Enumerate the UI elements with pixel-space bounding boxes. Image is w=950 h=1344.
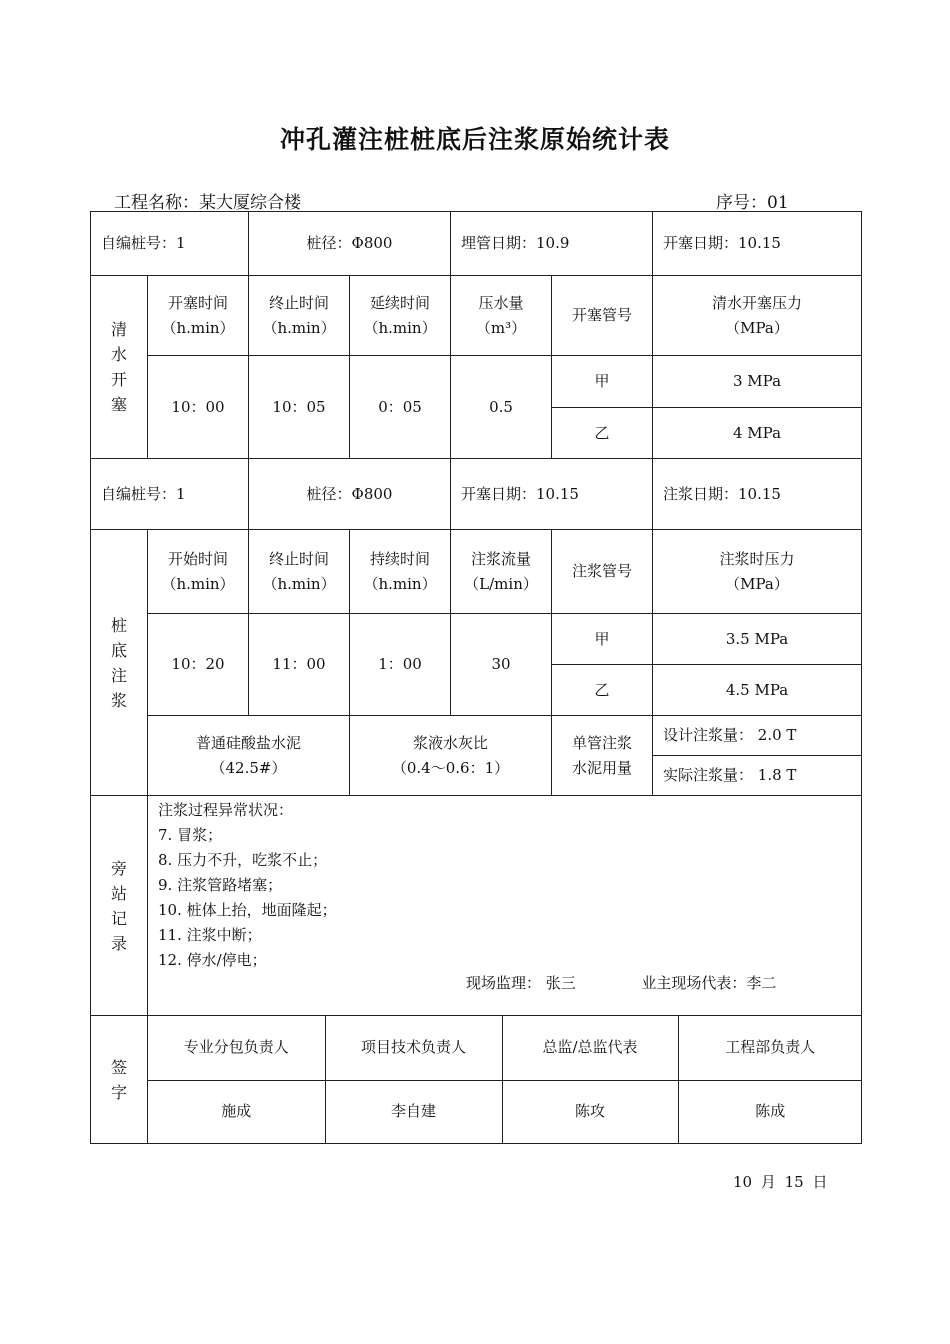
- s1-header-start: 开塞时间 （h.min）: [148, 276, 249, 356]
- s2-pipe-a: 甲: [552, 614, 653, 665]
- signer-name: 李自建: [325, 1080, 502, 1143]
- s1-header-pressure: 清水开塞压力 （MPa）: [653, 276, 862, 356]
- s2-header-pressure: 注浆时压力 （MPa）: [653, 530, 862, 614]
- s2-pipe-b: 乙: [552, 665, 653, 716]
- note-item: 12. 停水/停电；: [158, 951, 267, 969]
- s1-start-time: 10：00: [148, 356, 249, 459]
- s4-section-label: 签 字: [91, 1016, 148, 1144]
- s1-duration: 0：05: [350, 356, 451, 459]
- water-cement-ratio: 浆液水灰比 （0.4～0.6：1）: [350, 716, 552, 796]
- s2-open-date: 开塞日期：10.15: [451, 459, 653, 530]
- s1-pipe-b: 乙: [552, 408, 653, 459]
- note-item: 9. 注浆管路堵塞；: [158, 876, 283, 894]
- s1-water-volume: 0.5: [451, 356, 552, 459]
- s2-header-duration: 持续时间 （h.min）: [350, 530, 451, 614]
- cement-type: 普通硅酸盐水泥 （42.5#）: [148, 716, 350, 796]
- s2-pressure-a: 3.5 MPa: [653, 614, 862, 665]
- page-title: 冲孔灌注桩桩底后注浆原始统计表: [279, 125, 670, 154]
- footer-date: 10 月 15 日: [733, 1173, 828, 1191]
- record-table: [90, 211, 862, 1144]
- signer-name: 施成: [148, 1080, 325, 1143]
- signer-name: 陈攻: [502, 1080, 678, 1143]
- s1-pile-no: 自编桩号：1: [91, 212, 249, 276]
- s2-pile-no: 自编桩号：1: [91, 459, 249, 530]
- site-supervisor: 现场监理： 张三: [466, 974, 576, 992]
- signature-area: [148, 1016, 862, 1144]
- s1-diameter: 桩径：Φ800: [249, 212, 451, 276]
- s2-header-pipe: 注浆管号: [552, 530, 653, 614]
- s2-grout-date: 注浆日期：10.15: [653, 459, 862, 530]
- notes-cell: [148, 796, 862, 1016]
- s1-open-date: 开塞日期：10.15: [653, 212, 862, 276]
- s1-pressure-b: 4 MPa: [653, 408, 862, 459]
- s1-header-pipe: 开塞管号: [552, 276, 653, 356]
- serial-number: 序号：01: [716, 193, 789, 213]
- s1-header-end: 终止时间 （h.min）: [249, 276, 350, 356]
- role-chief-supervisor: 总监/总监代表: [502, 1016, 678, 1080]
- s2-header-start: 开始时间 （h.min）: [148, 530, 249, 614]
- s3-section-label: 旁 站 记 录: [91, 796, 148, 1016]
- note-item: 11. 注浆中断；: [158, 926, 262, 944]
- s1-section-label: 清 水 开 塞: [91, 276, 148, 459]
- actual-grout-amount: 实际注浆量： 1.8 T: [653, 756, 862, 796]
- owner-representative: 业主现场代表：李二: [641, 974, 777, 992]
- s1-header-duration: 延续时间 （h.min）: [350, 276, 451, 356]
- s1-pipe-a: 甲: [552, 356, 653, 408]
- s1-buried-date: 埋管日期：10.9: [451, 212, 653, 276]
- signer-name: 陈成: [678, 1080, 862, 1143]
- s2-section-label: 桩 底 注 浆: [91, 530, 148, 796]
- role-tech-lead: 项目技术负责人: [325, 1016, 502, 1080]
- s2-pressure-b: 4.5 MPa: [653, 665, 862, 716]
- role-engineering-head: 工程部负责人: [678, 1016, 862, 1080]
- s2-header-flow: 注浆流量 （L/min）: [451, 530, 552, 614]
- note-item: 7. 冒浆；: [158, 826, 223, 844]
- s1-header-volume: 压水量 （m³）: [451, 276, 552, 356]
- s2-duration: 1：00: [350, 614, 451, 716]
- role-subcontractor: 专业分包负责人: [148, 1016, 325, 1080]
- s2-flow: 30: [451, 614, 552, 716]
- s2-start-time: 10：20: [148, 614, 249, 716]
- note-item: 10. 桩体上抬，地面隆起；: [158, 901, 337, 919]
- design-grout-amount: 设计注浆量： 2.0 T: [653, 716, 862, 756]
- s2-end-time: 11：00: [249, 614, 350, 716]
- s2-header-end: 终止时间 （h.min）: [249, 530, 350, 614]
- s1-pressure-a: 3 MPa: [653, 356, 862, 408]
- s2-diameter: 桩径：Φ800: [249, 459, 451, 530]
- s1-end-time: 10：05: [249, 356, 350, 459]
- notes-title: 注浆过程异常状况：: [158, 801, 294, 819]
- single-pipe-cement: 单管注浆 水泥用量: [552, 716, 653, 796]
- project-name: 工程名称：某大厦综合楼: [114, 193, 301, 213]
- note-item: 8. 压力不升，吃浆不止；: [158, 851, 328, 869]
